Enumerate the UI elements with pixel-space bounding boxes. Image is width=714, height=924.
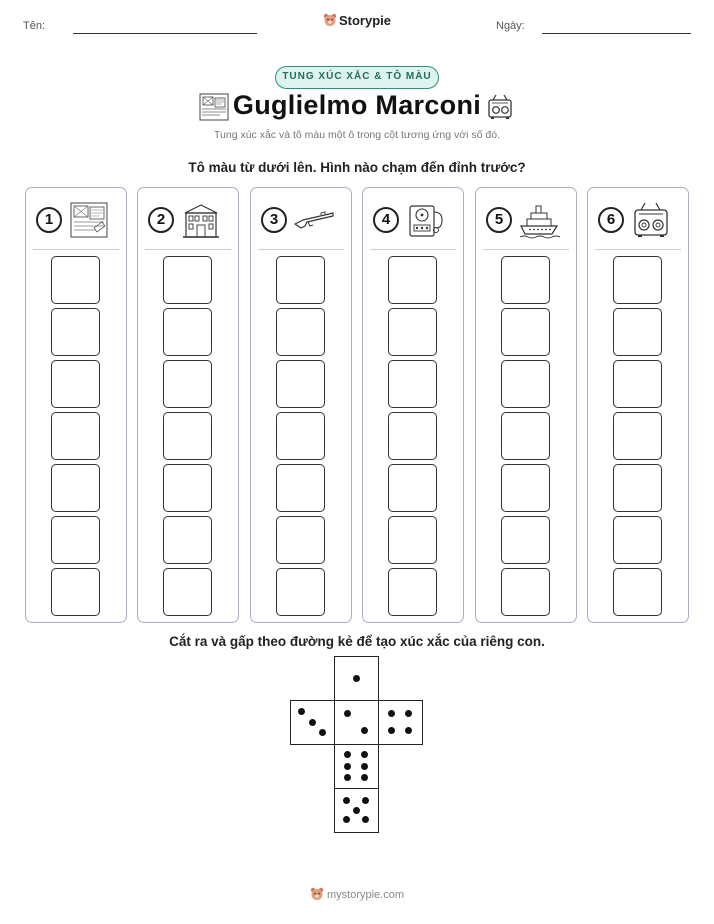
color-cell[interactable]	[613, 516, 662, 564]
color-cell[interactable]	[501, 412, 550, 460]
column-number: 1	[36, 207, 62, 233]
die-pip	[361, 727, 368, 734]
die-pip	[353, 675, 360, 682]
die-pip	[361, 774, 368, 781]
color-cell[interactable]	[163, 256, 212, 304]
die-pip	[344, 751, 351, 758]
column-number: 3	[261, 207, 287, 233]
color-cell[interactable]	[388, 516, 437, 564]
color-cell[interactable]	[51, 516, 100, 564]
color-cell[interactable]	[613, 308, 662, 356]
die-pip	[388, 727, 395, 734]
die-pip	[344, 763, 351, 770]
die-pip	[362, 816, 369, 823]
building-icon	[180, 200, 222, 240]
color-cell[interactable]	[388, 256, 437, 304]
color-cell[interactable]	[163, 464, 212, 512]
color-cell[interactable]	[613, 412, 662, 460]
column-divider	[483, 249, 569, 250]
color-cell[interactable]	[276, 516, 325, 564]
die-face-6	[334, 744, 379, 789]
die-pip	[405, 727, 412, 734]
color-cell[interactable]	[388, 412, 437, 460]
color-cell[interactable]	[51, 256, 100, 304]
brand-logo	[0, 13, 714, 28]
color-cell[interactable]	[276, 308, 325, 356]
column-divider	[370, 249, 456, 250]
color-cell[interactable]	[163, 360, 212, 408]
color-cell[interactable]	[388, 360, 437, 408]
die-pip	[309, 719, 316, 726]
column-4	[362, 187, 464, 623]
column-1	[25, 187, 127, 623]
color-cell[interactable]	[501, 464, 550, 512]
color-cell[interactable]	[276, 412, 325, 460]
color-cell[interactable]	[163, 568, 212, 616]
column-number: 5	[486, 207, 512, 233]
color-cell[interactable]	[51, 308, 100, 356]
activity-badge: TUNG XÚC XẮC & TÔ MÀU	[275, 66, 439, 89]
die-pip	[362, 797, 369, 804]
die-face-5	[334, 788, 379, 833]
column-5	[475, 187, 577, 623]
die-pip	[361, 763, 368, 770]
color-cell[interactable]	[276, 360, 325, 408]
name-label: Tên:	[23, 20, 46, 32]
die-pip	[298, 708, 305, 715]
die-pip	[344, 774, 351, 781]
color-cell[interactable]	[501, 360, 550, 408]
color-cell[interactable]	[276, 256, 325, 304]
bear-logo-icon	[323, 13, 337, 27]
wireless-telegraph-icon	[405, 200, 447, 240]
newspaper-collage-icon	[68, 200, 110, 240]
color-cell[interactable]	[388, 308, 437, 356]
column-divider	[33, 249, 119, 250]
die-pip	[344, 710, 351, 717]
color-cell[interactable]	[388, 464, 437, 512]
color-cell[interactable]	[388, 568, 437, 616]
column-divider	[595, 249, 681, 250]
color-cell[interactable]	[51, 568, 100, 616]
date-label: Ngày:	[496, 20, 525, 32]
die-face-2	[334, 700, 379, 745]
column-number: 6	[598, 207, 624, 233]
ship-icon	[518, 200, 560, 240]
footer-url: mystorypie.com	[326, 889, 405, 901]
color-cell[interactable]	[501, 568, 550, 616]
die-pip	[388, 710, 395, 717]
die-face-1	[334, 656, 379, 701]
rifle-icon	[293, 200, 335, 240]
die-face-3	[290, 700, 335, 745]
color-cell[interactable]	[163, 412, 212, 460]
die-pip	[353, 807, 360, 814]
color-cell[interactable]	[613, 256, 662, 304]
cut-instruction: Cắt ra và gấp theo đường kẻ để tạo xúc xắc của riêng con.	[169, 634, 545, 649]
footer	[0, 887, 714, 901]
bear-logo-icon	[310, 887, 324, 901]
page-title: Guglielmo Marconi	[232, 90, 482, 120]
color-cell[interactable]	[501, 256, 550, 304]
color-cell[interactable]	[613, 464, 662, 512]
die-face-4	[378, 700, 423, 745]
color-cell[interactable]	[613, 360, 662, 408]
column-number: 4	[373, 207, 399, 233]
color-cell[interactable]	[276, 464, 325, 512]
die-pip	[319, 729, 326, 736]
die-pip	[343, 816, 350, 823]
color-cell[interactable]	[276, 568, 325, 616]
column-2	[137, 187, 239, 623]
radio-icon	[630, 200, 672, 240]
name-line[interactable]	[73, 33, 257, 34]
date-line[interactable]	[542, 33, 691, 34]
color-cell[interactable]	[501, 516, 550, 564]
column-divider	[145, 249, 231, 250]
column-number: 2	[148, 207, 174, 233]
color-cell[interactable]	[163, 516, 212, 564]
color-cell[interactable]	[51, 360, 100, 408]
column-3	[250, 187, 352, 623]
column-6	[587, 187, 689, 623]
column-divider	[258, 249, 344, 250]
subtitle: Tung xúc xắc và tô màu một ô trong cột tương ứng với số đó.	[214, 129, 500, 141]
die-pip	[343, 797, 350, 804]
color-cell[interactable]	[163, 308, 212, 356]
coloring-instruction: Tô màu từ dưới lên. Hình nào chạm đến đỉnh trước?	[188, 160, 526, 175]
color-cell[interactable]	[51, 464, 100, 512]
brand-name: Storypie	[338, 13, 391, 28]
radio-icon	[484, 91, 516, 123]
die-pip	[361, 751, 368, 758]
color-cell[interactable]	[613, 568, 662, 616]
color-cell[interactable]	[51, 412, 100, 460]
color-cell[interactable]	[501, 308, 550, 356]
die-pip	[405, 710, 412, 717]
